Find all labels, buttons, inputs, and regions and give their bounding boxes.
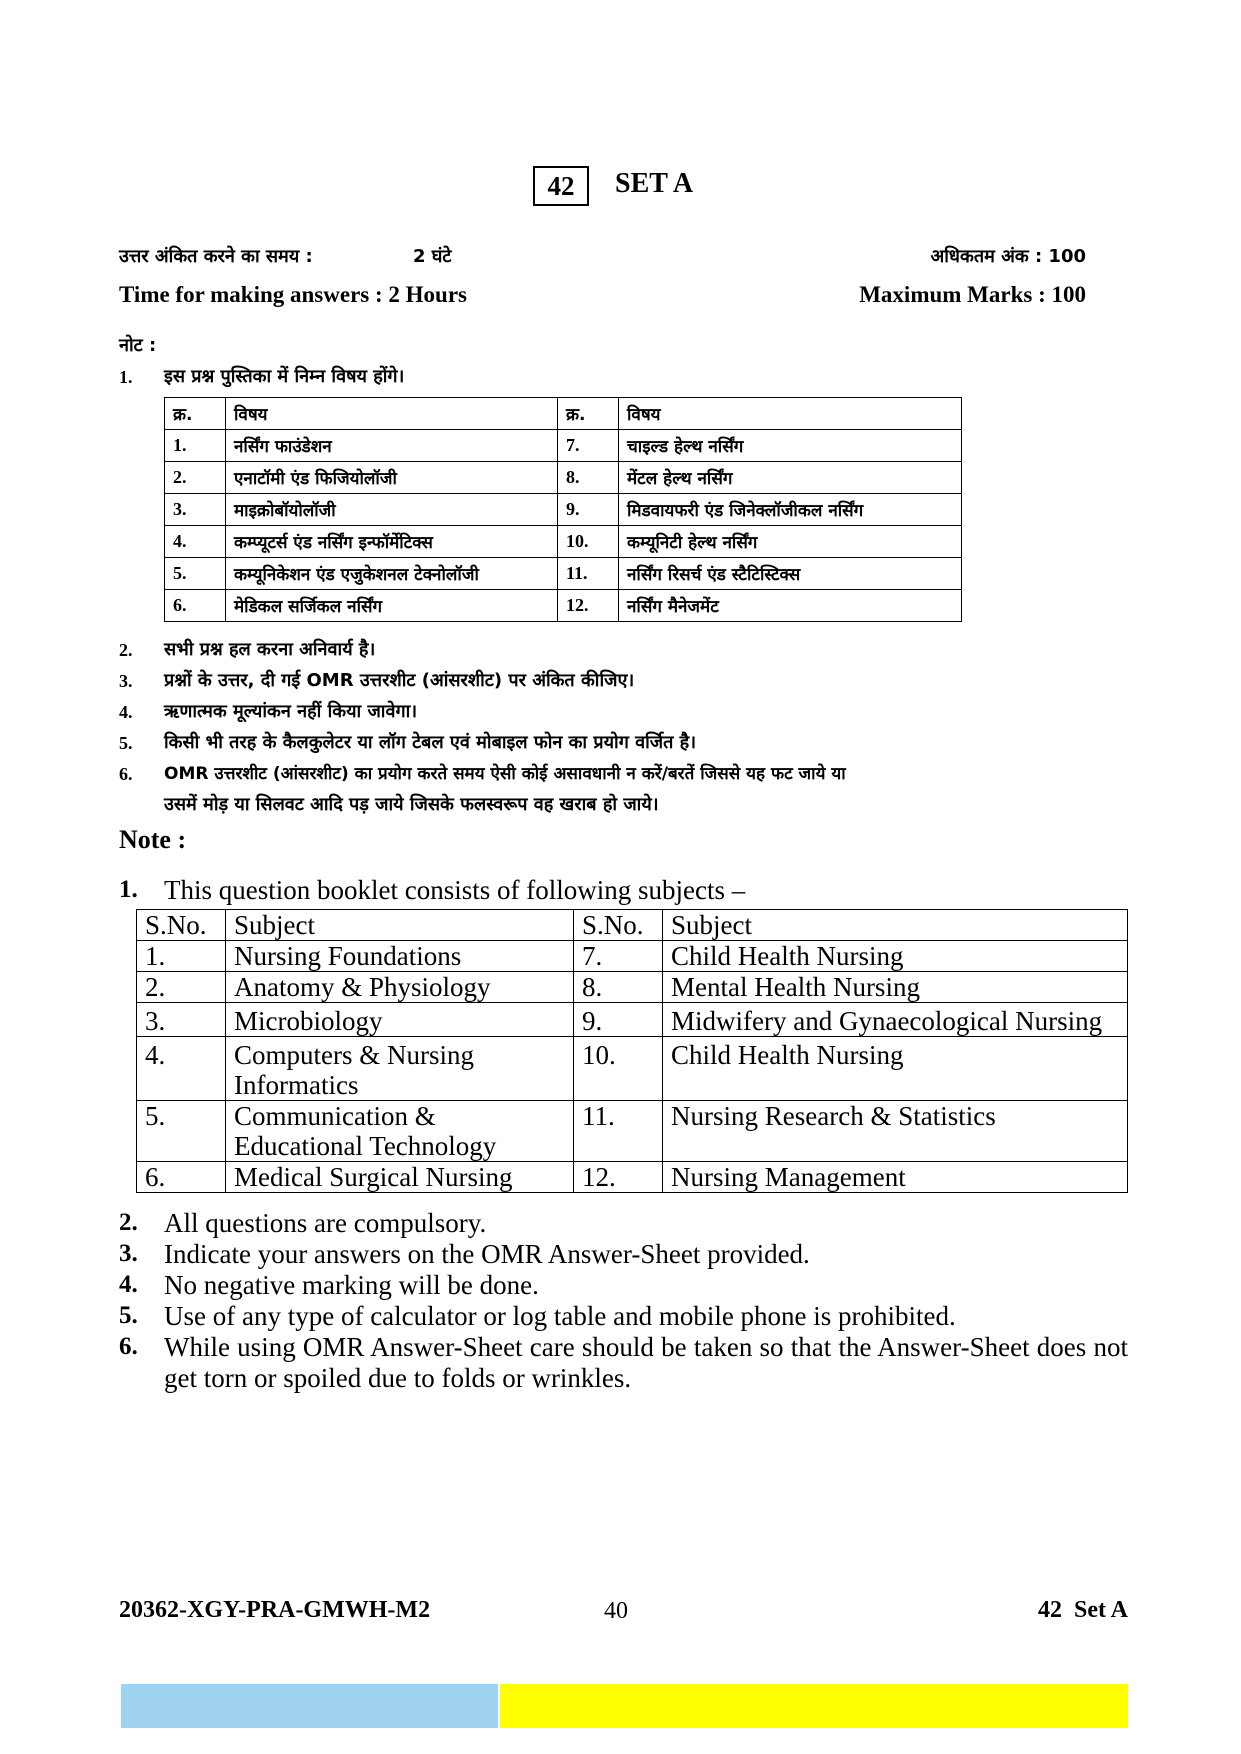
hindi-note-title: नोट : bbox=[119, 335, 157, 356]
table-cell: 7. bbox=[574, 941, 663, 972]
hindi-item-number: 1. bbox=[119, 367, 133, 387]
table-cell: 4. bbox=[165, 526, 226, 558]
table-cell: 12. bbox=[574, 1162, 663, 1193]
table-header-subject: Subject bbox=[226, 910, 574, 941]
table-header-subject: Subject bbox=[663, 910, 1128, 941]
table-cell: 9. bbox=[558, 494, 619, 526]
hindi-item-3: प्रश्नों के उत्तर, दी गई OMR उत्तरशीट (आंसरशीट) पर अंकित कीजिए। bbox=[164, 670, 635, 691]
table-cell: 3. bbox=[137, 1003, 226, 1037]
table-cell: Nursing Management bbox=[663, 1162, 1128, 1193]
english-item-4: No negative marking will be done. bbox=[164, 1270, 539, 1300]
table-cell: 5. bbox=[165, 558, 226, 590]
table-header-subject: विषय bbox=[226, 398, 558, 430]
table-row bbox=[137, 941, 1128, 972]
table-cell: Midwifery and Gynaecological Nursing bbox=[663, 1003, 1128, 1037]
table-header-sn: क्र. bbox=[165, 398, 226, 430]
table-cell: 2. bbox=[137, 972, 226, 1003]
english-item-number: 1. bbox=[119, 876, 138, 903]
table-cell: 5. bbox=[137, 1101, 226, 1162]
table-cell: माइक्रोबॉयोलॉजी bbox=[226, 494, 558, 526]
hindi-item-2: सभी प्रश्न हल करना अनिवार्य है। bbox=[164, 639, 376, 660]
table-row bbox=[137, 910, 1128, 941]
table-cell: Child Health Nursing bbox=[663, 941, 1128, 972]
table-cell: 11. bbox=[574, 1101, 663, 1162]
table-cell: 9. bbox=[574, 1003, 663, 1037]
table-header-sn: S.No. bbox=[574, 910, 663, 941]
table-row bbox=[137, 1037, 1128, 1101]
english-item-3: Indicate your answers on the OMR Answer-Sheet provided. bbox=[164, 1239, 810, 1269]
table-cell: 10. bbox=[558, 526, 619, 558]
table-cell: 7. bbox=[558, 430, 619, 462]
table-row bbox=[137, 972, 1128, 1003]
table-cell: मिडवायफरी एंड जिनेक्लॉजीकल नर्सिंग bbox=[619, 494, 962, 526]
table-cell: 10. bbox=[574, 1037, 663, 1101]
time-label-en: Time for making answers : 2 Hours bbox=[119, 282, 467, 307]
table-cell: 3. bbox=[165, 494, 226, 526]
set-label: SET A bbox=[615, 168, 694, 199]
table-row bbox=[165, 590, 962, 622]
table-cell: 1. bbox=[165, 430, 226, 462]
table-row bbox=[137, 1162, 1128, 1193]
table-row bbox=[165, 494, 962, 526]
table-cell: नर्सिंग मैनेजमेंट bbox=[619, 590, 962, 622]
hindi-item-6: OMR उत्तरशीट (आंसरशीट) का प्रयोग करते समय ऐसी कोई असावधानी न करें/बरतें जिससे यह फट जाये या bbox=[164, 764, 846, 784]
footer-code: 20362-XGY-PRA-GMWH-M2 bbox=[119, 1597, 431, 1623]
table-cell: 6. bbox=[165, 590, 226, 622]
table-cell: Mental Health Nursing bbox=[663, 972, 1128, 1003]
hindi-item-4: ऋणात्मक मूल्यांकन नहीं किया जावेगा। bbox=[164, 701, 418, 722]
table-cell: 4. bbox=[137, 1037, 226, 1101]
table-header-subject: विषय bbox=[619, 398, 962, 430]
table-cell: एनाटॉमी एंड फिजियोलॉजी bbox=[226, 462, 558, 494]
english-item-number: 4. bbox=[119, 1271, 138, 1298]
table-cell: Nursing Foundations bbox=[226, 941, 574, 972]
hindi-max-marks: अधिकतम अंक : 100 bbox=[930, 246, 1086, 267]
table-cell: Computers & Nursing Informatics bbox=[226, 1037, 574, 1101]
table-cell: 6. bbox=[137, 1162, 226, 1193]
table-cell: Microbiology bbox=[226, 1003, 574, 1037]
table-cell: 8. bbox=[558, 462, 619, 494]
table-header-sn: क्र. bbox=[558, 398, 619, 430]
table-cell: नर्सिंग रिसर्च एंड स्टैटिस्टिक्स bbox=[619, 558, 962, 590]
footer-set: 42 Set A bbox=[1038, 1597, 1128, 1623]
table-cell: चाइल्ड हेल्थ नर्सिंग bbox=[619, 430, 962, 462]
hindi-subject-table bbox=[164, 397, 962, 622]
hindi-item-number: 3. bbox=[119, 671, 133, 691]
table-cell: 2. bbox=[165, 462, 226, 494]
table-cell: कम्यूनिटी हेल्थ नर्सिंग bbox=[619, 526, 962, 558]
page-number: 40 bbox=[604, 1598, 628, 1624]
hindi-item-number: 2. bbox=[119, 640, 133, 660]
table-cell: 8. bbox=[574, 972, 663, 1003]
table-header-sn: S.No. bbox=[137, 910, 226, 941]
table-cell: Child Health Nursing bbox=[663, 1037, 1128, 1101]
table-cell: 11. bbox=[558, 558, 619, 590]
english-note-title: Note : bbox=[119, 825, 187, 854]
hindi-item-number: 5. bbox=[119, 733, 133, 753]
english-item-number: 6. bbox=[119, 1333, 138, 1360]
table-row bbox=[165, 430, 962, 462]
english-item-6: While using OMR Answer-Sheet care should be taken so that the Answer-Sheet does not get torn or spoiled due to folds or wrinkles. bbox=[164, 1332, 1128, 1393]
table-cell: मेंटल हेल्थ नर्सिंग bbox=[619, 462, 962, 494]
english-item-2: All questions are compulsory. bbox=[164, 1208, 487, 1238]
table-row bbox=[137, 1003, 1128, 1037]
table-cell: नर्सिंग फाउंडेशन bbox=[226, 430, 558, 462]
table-row bbox=[165, 558, 962, 590]
footer-color-bar-blue bbox=[121, 1684, 498, 1728]
english-item-number: 5. bbox=[119, 1302, 138, 1329]
table-cell: मेडिकल सर्जिकल नर्सिंग bbox=[226, 590, 558, 622]
hindi-time-label: उत्तर अंकित करने का समय : bbox=[119, 246, 313, 267]
table-cell: 12. bbox=[558, 590, 619, 622]
table-row bbox=[165, 462, 962, 494]
hindi-time-value: 2 घंटे bbox=[413, 246, 452, 267]
table-cell: कम्प्यूटर्स एंड नर्सिंग इन्फॉर्मेटिक्स bbox=[226, 526, 558, 558]
footer-color-bar-yellow bbox=[500, 1684, 1128, 1728]
table-cell: Communication & Educational Technology bbox=[226, 1101, 574, 1162]
table-cell: 1. bbox=[137, 941, 226, 972]
hindi-item-1: इस प्रश्न पुस्तिका में निम्न विषय होंगे। bbox=[164, 366, 405, 387]
max-marks-en: Maximum Marks : 100 bbox=[859, 282, 1086, 307]
table-row bbox=[137, 1101, 1128, 1162]
table-cell: Nursing Research & Statistics bbox=[663, 1101, 1128, 1162]
hindi-item-number: 4. bbox=[119, 702, 133, 722]
english-item-1: This question booklet consists of following subjects – bbox=[164, 875, 746, 905]
table-cell: Medical Surgical Nursing bbox=[226, 1162, 574, 1193]
set-number-box: 42 bbox=[533, 166, 589, 206]
table-cell: कम्यूनिकेशन एंड एजुकेशनल टेक्नोलॉजी bbox=[226, 558, 558, 590]
hindi-item-number: 6. bbox=[119, 764, 133, 784]
english-item-number: 2. bbox=[119, 1209, 138, 1236]
table-row bbox=[165, 526, 962, 558]
hindi-item-5: किसी भी तरह के कैलकुलेटर या लॉग टेबल एवं मोबाइल फोन का प्रयोग वर्जित है। bbox=[164, 732, 697, 753]
english-item-number: 3. bbox=[119, 1240, 138, 1267]
english-subject-table bbox=[136, 909, 1128, 1193]
table-cell: Anatomy & Physiology bbox=[226, 972, 574, 1003]
english-item-5: Use of any type of calculator or log table and mobile phone is prohibited. bbox=[164, 1301, 956, 1331]
table-row bbox=[165, 398, 962, 430]
hindi-item-6-cont: उसमें मोड़ या सिलवट आदि पड़ जाये जिसके फलस्वरूप वह खराब हो जाये। bbox=[164, 794, 659, 815]
